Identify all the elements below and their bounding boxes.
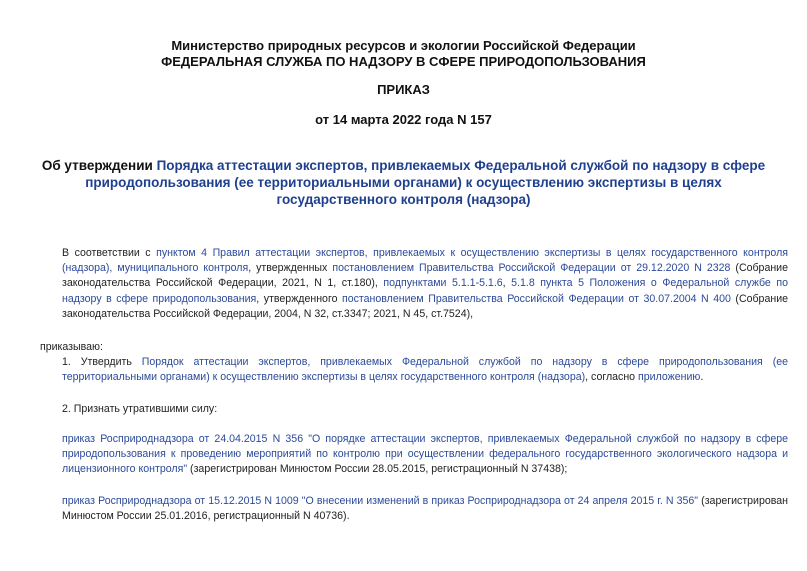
preamble-text-4: , (502, 277, 512, 290)
title-link[interactable]: Порядка аттестации экспертов, привлекаемых Федеральной службой по надзору в сфере природопользования (ее территориальными органами) к осуществлению экспертизы в целях государственного контроля (надзора) (85, 158, 766, 207)
order-item-2: 2. Признать утратившими силу: (62, 403, 218, 415)
item1-text-1: 1. Утвердить (62, 356, 142, 368)
link-appendix[interactable]: приложению (638, 371, 701, 384)
link-regulation-point-5[interactable]: 5.1.8 пункта 5 Положения о Федеральной службе по надзору в сфере природопользования (62, 277, 788, 305)
item1-text-3: . (700, 371, 704, 384)
revoked-order-1 (40, 432, 788, 478)
title-prefix: Об утверждении (41, 158, 157, 173)
preamble-paragraph (40, 246, 788, 322)
preamble-text-6: (Собрание законодательства Российской Федерации, 2004, N 32, ст.3347; 2021, N 45, ст.7524), (62, 292, 789, 320)
link-subpoints-5-1-1[interactable]: подпунктами 5.1.1-5.1.6 (383, 277, 503, 290)
link-order-1009[interactable]: приказ Росприроднадзора от 15.12.2015 N 1009 "О внесении изменений в приказ Росприроднадзора от 24 апреля 2015 г. N 356" (62, 495, 699, 507)
order-item-1 (40, 355, 788, 385)
link-procedure[interactable]: Порядок аттестации экспертов, привлекаемых Федеральной службой по надзору в сфере природопользования (ее территориальными органами) к осуществлению экспертизы в целях государственного контроля (надзора) (62, 356, 789, 384)
revoked-order-2-registration: (зарегистрирован Минюстом России 25.01.2016, регистрационный N 40736). (62, 495, 789, 523)
item1-text-2: , согласно (585, 371, 639, 384)
order-word: приказываю: (40, 341, 103, 353)
document-type: ПРИКАЗ (377, 82, 430, 97)
page-title (40, 157, 767, 208)
preamble-text-5: , утвержденного (256, 292, 342, 305)
revoked-order-1-registration: (зарегистрирован Минюстом России 28.05.2015, регистрационный N 37438); (187, 463, 568, 476)
preamble-text-1: В соответствии с (62, 247, 157, 259)
link-government-decree-400[interactable]: постановлением Правительства Российской Федерации от 30.07.2004 N 400 (342, 292, 731, 305)
agency-name: ФЕДЕРАЛЬНАЯ СЛУЖБА ПО НАДЗОРУ В СФЕРЕ ПРИРОДОПОЛЬЗОВАНИЯ (161, 54, 646, 69)
link-order-356[interactable]: приказ Росприроднадзора от 24.04.2015 N 356 "О порядке аттестации экспертов, привлекаемых Федеральной службой по надзору в сфере природопользования к проведению мероприятий по контролю при осуществлении федерального государственного экологического надзора и лицензионного контроля" (62, 433, 788, 476)
ministry-name: Министерство природных ресурсов и экологии Российской Федерации (171, 38, 636, 53)
preamble-text-3: (Собрание законодательства Российской Федерации, 2021, N 1, ст.180), (62, 262, 788, 290)
link-rules-point-4[interactable]: пунктом 4 Правил аттестации экспертов, привлекаемых к осуществлению экспертизы в целях государственного контроля (надзора), муниципального контроля (62, 247, 788, 275)
link-government-decree-2328[interactable]: постановлением Правительства Российской Федерации от 29.12.2020 N 2328 (332, 262, 731, 275)
preamble-text-2: , утвержденных (248, 262, 333, 275)
document-date-number: от 14 марта 2022 года N 157 (315, 112, 492, 127)
revoked-order-2 (40, 494, 788, 524)
